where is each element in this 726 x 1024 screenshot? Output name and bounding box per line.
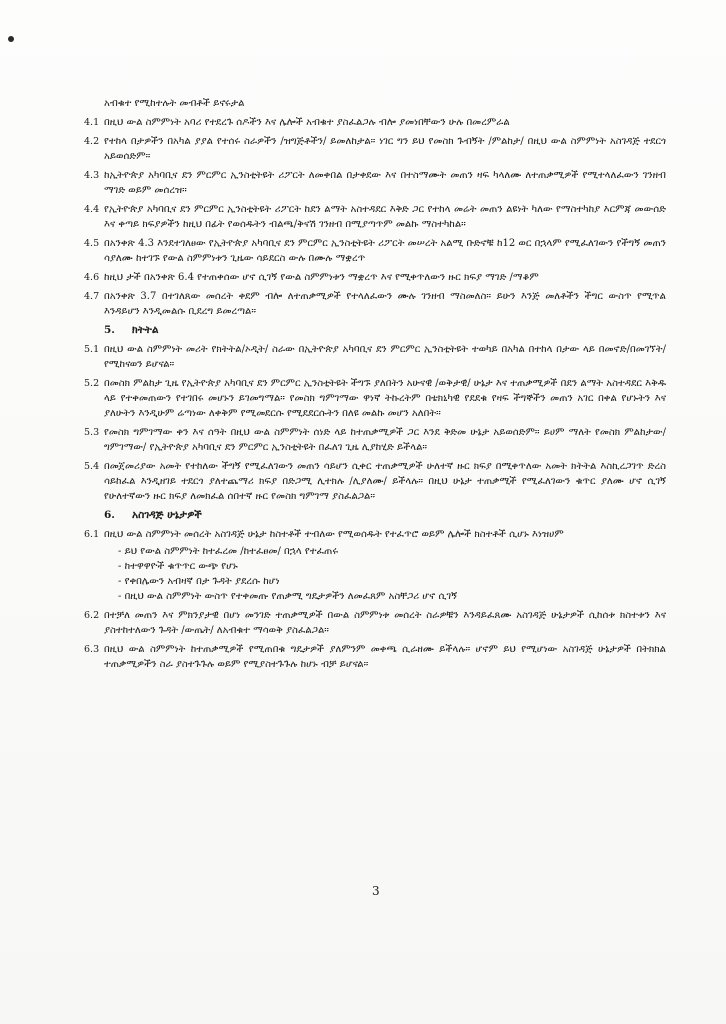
intro-heading: አብቁተ የሚከተሉት መብቶች ይኖሩታል: [104, 98, 245, 109]
section-5-heading: [104, 323, 666, 338]
list-item: - ከተዋዋዮች ቁጥጥር ውጭ የሆኑ: [118, 559, 666, 574]
clause-4-1: [84, 115, 666, 130]
clause-number: 6.3: [84, 644, 100, 655]
clause-text: በመጀመሪያው አመት የተከለው ችግኝ የሚፈለገውን መጠን ሳይሆን ሲቀር ተጠቃሚዎች ሁለተኛ ዙር ክፍያ በሚቀጥለው አመት ክትትል እስኪረጋገጥ ድረስ ሳይከፈል እንዲዘገይ ተደርጎ ያለተጨማሪ ክፍያ በድጋሚ ሊተክሉ /ሊያለሙ/ ይችላሉ። በዚህ ሁኔታ ተጠቃሚች የሚፈለገውን ቁጥር ያለሙ ሆኖ ሲገኝ የሁለተኛውን ዙር ክፍያ ለመክፈል ሰበተኛ ዙር የመስክ ግምገማ ያስፈልጋል።: [104, 461, 666, 502]
conditions-list: [118, 544, 666, 604]
section-6-heading: [104, 508, 666, 523]
clause-number: 5.2: [84, 378, 100, 389]
clause-6-1: [84, 527, 666, 604]
clause-text: በዚህ ውል ስምምነት ከተጠቃሚዎች የሚጠበቁ ግዴታዎች ያለምንም መቀጫ ሲራዘሙ ይችላሉ። ሆኖም ይህ የሚሆነው አስገዳጅ ሁኔታዎች በትክክል ተጠቃሚዎችን ስራ ያስተጉጉሉ ወይም የሚያስተጉጉሉ ከሆኑ ብቻ ይሆናል።: [104, 644, 666, 670]
clause-text: በዚህ ውል ስምምነት መሰረት አስገዳጅ ሁኔታ ከስተቶች ተብለው የሚወሰዱት የተፈጥሮ ወይም ሌሎች ክስተቶች ሲሆኑ እነዝሀም: [104, 529, 564, 540]
clause-number: 5.1: [84, 344, 100, 355]
section-number: 5.: [104, 324, 115, 336]
clause-number: 4.3: [84, 170, 100, 181]
clause-number: 5.3: [84, 427, 100, 438]
clause-text: ከዚህ ታች በአንቀጽ 6.4 የተጠቀሰው ሆኖ ሲገኝ የውል ስምምነቱን ማቋረጥ እና የሚቀጥለውን ዙር ክፍያ ማገድ /ማቆም: [104, 272, 539, 283]
section-number: 6.: [104, 509, 115, 521]
section-title: አስገዳጅ ሁኔታዎች: [132, 509, 202, 521]
clause-number: 6.2: [84, 610, 100, 621]
page-number: 3: [372, 884, 380, 898]
list-item: - የቀበሌውን አብዛኛ በታ ጉዳት ያደረሱ ከሆነ: [118, 574, 666, 589]
clause-text: በአንቀጽ 4.3 እንደተገለፀው የኢትዮጵያ አካባቢና ደን ምርምር ኢንስቲትዩት ሪፖርት መሠረት አልሚ ቡድኖቹ ከ12 ወር በኋላም የሚፈለገውን የችግኝ መጠን ሳያለሙ ከተገኙ የውል ስምምነቱን ጊዜው ሳይደርስ ውሉ በሙሉ ማቋረጥ: [104, 238, 666, 264]
list-item: - ይህ የውል ስምምነት ከተፈረመ /ከተፈፀመ/ በኋላ የተፈጠሩ: [118, 544, 666, 559]
clause-4-3: [84, 168, 666, 198]
clause-5-2: [84, 376, 666, 421]
clause-4-6: [84, 270, 666, 285]
clause-5-1: [84, 342, 666, 372]
clause-number: 4.4: [84, 204, 100, 215]
clause-number: 4.1: [84, 117, 100, 128]
clause-text: በዚህ ውል ስምምነት መሪት የክትትል/ኦዲት/ ስራው በኢትዮጵያ አካባቢና ደን ምርምር ኢንስቲትዩት ተወካይ በአካል በተከላ በታው ላይ በመኖድ/በመገኘት/ የሚከናወን ይሆናል።: [104, 344, 666, 370]
clause-number: 4.2: [84, 136, 100, 147]
clause-text: የተከላ በታዎችን በአካል ያያል የተሰሩ ስራዎችን /ዝግጅቶችን/ ይመለከታል። ነገር ግን ይህ የመስክ ጉብኝት /ምልከታ/ በዚህ ውል ስምምነት አስገዳጅ ተደርጎ አይወሰድም።: [104, 136, 666, 162]
clause-number: 4.6: [84, 272, 100, 283]
clause-5-4: [84, 459, 666, 504]
clause-text: የመስክ ግምገማው ቀን እና ሰዓት በዚህ ውል ስምምነት ሰነድ ላይ ከተጠቃሚዎች ጋር እንደ ቅድመ ሁኔታ አይወሰድም። ይሀም ማለት የመስክ ምልከታው/ግምገማው/ የኢትዮጵያ አካባቢና ደን ምርምር ኢንስቲትዩት በፈለገ ጊዜ ሊያከሂድ ይችላል።: [104, 427, 666, 453]
clause-text: የኢትዮጵያ አካባቢና ደን ምርምር ኢንስቲትዩት ሪፖርት ከደን ልማት አስተዳደር እቅድ ጋር የተከላ መሬት መጠን ልዩነት ካለው የማስተካከያ እርምጃ መውሰድ እና ቀጣይ ክፍያዎችን ከዚህ በፊት የወሰዱትን ብልጫ/ቅናሽ ገንዘብ በሚያጣጥም መልኩ ማስተካከል።: [104, 204, 666, 230]
punch-hole-mark: [8, 36, 14, 42]
clause-number: 5.4: [84, 461, 100, 472]
clause-5-3: [84, 425, 666, 455]
clause-4-7: [84, 289, 666, 319]
clause-number: 4.7: [84, 291, 100, 302]
clause-6-2: [84, 608, 666, 638]
section-title: ክትትል: [132, 324, 159, 336]
clause-text: ከኢትዮጵያ አካባቢና ደን ምርምር ኢንስቲትዩት ሪፖርት ለመቀበል በታቀደው እና በተስማሙት መጠን ዛፍ ካላለሙ ለተጠቃሚዎች የሚተላለፈውን ገንዘብ ማገድ ወይም መሰረዝ።: [104, 170, 666, 196]
clause-number: 4.5: [84, 238, 100, 249]
clause-text: በመስክ ምልከታ ጊዜ የኢትዮጵያ አካባቢና ደን ምርምር ኢንስቲትዩት ችግኙ ያለበትን አሁናዊ /ወቅታዊ/ ሁኔታ እና ተጠቃሚዎች በደን ልማት አስተዳደር እቅዱ ላይ የተቀመጠውን የተገበሩ መሆኑን ይገመግማል። የመስክ ግምገማው ዋነኛ ትኩረትም በቴክኒካዊ የደደቁ የዛፍ ችግኞችን መጠን አገር በቀል የሆኑትን እና ያለሁትን እንዲሁም ሬጣነው ለቀቅም የሚመደርሱ የሚደደርሱትን በለዩ መልኩ መሆን አለበት።: [104, 378, 666, 419]
clause-text: በዚህ ውል ስምምነት አባሪ የተደረጉ ሰዶችን እና ሌሎች አብቁተ ያስፈልጋሉ ብሎ ያመነበቸውን ሁሉ በመረምራል: [104, 117, 510, 128]
list-item: - በዚህ ውል ስምምነት ውስጥ የተቀመጡ የጠቃሚ ግዴታዎችን ለመፈጸም አስቸጋሪ ሆኖ ሲገኝ: [118, 589, 666, 604]
clause-number: 6.1: [84, 529, 100, 540]
clause-text: በተቻለ መጠን እና ምክንያታዊ በሆነ መንገድ ተጠቃሚዎች በውል ስምምነቱ መሰረት ስራዎቹን እንዳይፈጸሙ አስገዳጅ ሁኔታዎች ሲከሰቱ ክስተቱን እና ያስተከተለውን ጉዳት /ውጤት/ ለአብቁተ ማሳወቅ ያስፈልጋል።: [104, 610, 666, 636]
clause-4-2: [84, 134, 666, 164]
clause-text: በአንቀጽ 3.7 በተገለጸው መሰረት ቀደም ብሎ ለተጠቃሚዎች የተላለፈውን ሙሉ ገንዘብ ማስመለስ። ይሁን እንጅ መለቶችን ችግር ውስጥ የሚጥል እንዳይሆን እንዲመልሱ ቢደረግ ይመረጣል።: [104, 291, 666, 317]
clause-4-5: [84, 236, 666, 266]
clause-4-4: [84, 202, 666, 232]
document-body: [84, 96, 666, 676]
clause-6-3: [84, 642, 666, 672]
